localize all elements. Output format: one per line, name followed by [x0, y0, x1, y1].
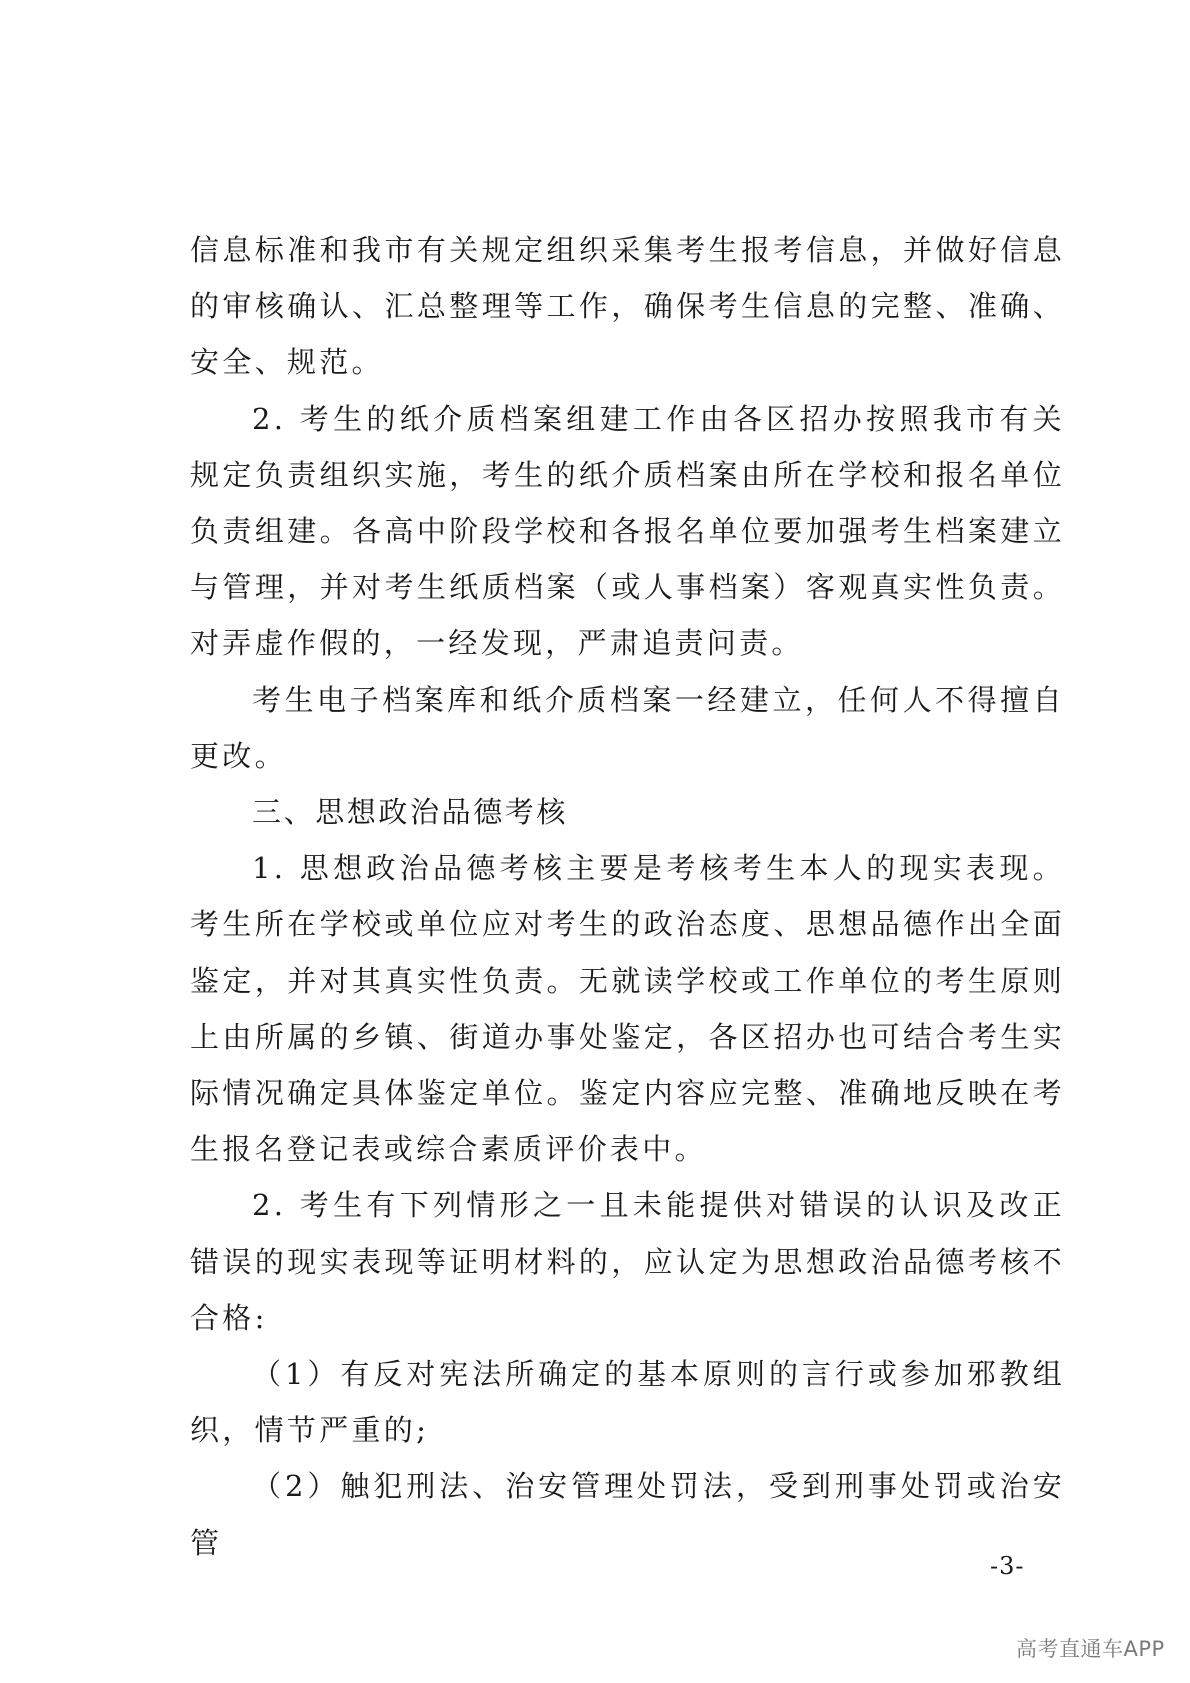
list-item-condition-1: （1）有反对宪法所确定的基本原则的言行或参加邪教组织，情节严重的; — [190, 1357, 1065, 1448]
watermark-text: 高考直通车APP — [1016, 1637, 1165, 1661]
paragraph-unqualified-conditions: 2. 考生有下列情形之一且未能提供对错误的认识及改正错误的现实表现等证明材料的，应认定为思想政治品德考核不合格: — [190, 1188, 1065, 1335]
list-item-condition-2: （2）触犯刑法、治安管理处罚法，受到刑事处罚或治安管 — [190, 1469, 1065, 1560]
paragraph-no-modification: 考生电子档案库和纸介质档案一经建立，任何人不得擅自更改。 — [190, 682, 1065, 773]
paragraph-info-collection: 信息标准和我市有关规定组织采集考生报考信息，并做好信息的审核确认、汇总整理等工作，确保考生信息的完整、准确、安全、规范。 — [190, 233, 1065, 380]
section-heading-ideology-assessment: 三、思想政治品德考核 — [252, 795, 569, 830]
paragraph-assessment-content: 1. 思想政治品德考核主要是考核考生本人的现实表现。考生所在学校或单位应对考生的政治态度、思想品德作出全面鉴定，并对其真实性负责。无就读学校或工作单位的考生原则上由所属的乡镇、街道办事处鉴定，各区招办也可结合考生实际情况确定具体鉴定单位。鉴定内容应完整、准确地反映在考生报名登记表或综合素质评价表中。 — [190, 851, 1065, 1167]
paragraph-paper-archive: 2. 考生的纸介质档案组建工作由各区招办按照我市有关规定负责组织实施，考生的纸介质档案由所在学校和报名单位负责组建。各高中阶段学校和各报名单位要加强考生档案建立与管理，并对考生纸质档案（或人事档案）客观真实性负责。对弄虚作假的，一经发现，严肃追责问责。 — [190, 401, 1065, 661]
page-number: -3- — [990, 1552, 1025, 1580]
document-body — [190, 222, 1065, 1571]
